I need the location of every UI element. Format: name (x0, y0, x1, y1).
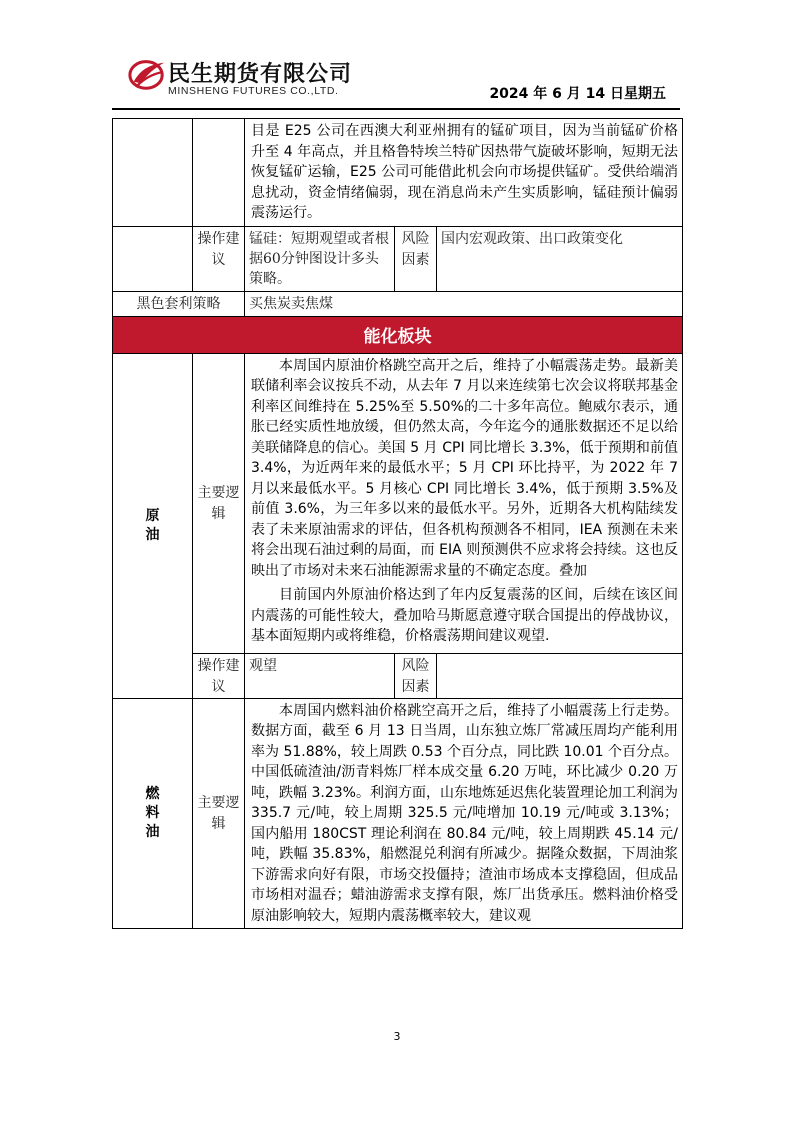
operation-label: 操作建议 (197, 657, 240, 695)
company-logo (128, 55, 368, 103)
fuel-oil-name-cell (113, 698, 193, 929)
header-rule (112, 108, 680, 110)
crude-op-label-cell (193, 653, 245, 698)
report-table (112, 118, 683, 929)
black-arbitrage-label: 黑色套利策略 (136, 295, 221, 312)
manganese-logic-label-cell (193, 119, 245, 227)
manganese-op-label-cell (193, 226, 245, 291)
fuel-oil-name: 燃料油 (145, 785, 160, 840)
crude-logic-cell (245, 353, 683, 653)
manganese-logic-cell (245, 119, 683, 227)
company-name-cn: 民生期货有限公司 (168, 62, 353, 87)
manganese-name-cell-2 (113, 226, 193, 291)
crude-op-cell (245, 653, 395, 698)
black-arbitrage-row (113, 291, 683, 316)
crude-logic-para-2: 目前国内外原油价格达到了年内反复震荡的区间，后续在该区间内震荡的可能性较大，叠加哈马斯愿意遵守联合国提出的停战协议，基本面短期内或将维稳，价格震荡期间建议观望. (251, 587, 679, 644)
risk-text (437, 654, 682, 658)
crude-operation-row (113, 653, 683, 698)
manganese-op-cell (245, 226, 395, 291)
section-title: 能化板块 (113, 316, 683, 353)
fuel-oil-logic-label-cell (193, 698, 245, 929)
section-header-row (113, 316, 683, 353)
operation-label: 操作建议 (197, 230, 240, 268)
manganese-risk-cell (437, 226, 683, 291)
page-number: 3 (393, 1030, 401, 1043)
manganese-logic-text: 目是 E25 公司在西澳大利亚州拥有的锰矿项目，因为当前锰矿价格升至 4 年高点，并且格鲁特埃兰特矿因热带气旋破坏影响，短期无法恢复锰矿运输，E25 公司可能借此机会向市场提供锰矿。受供给端消息扰动，资金情绪偏弱，现在消息尚未产生实质影响，锰硅预计偏弱震荡运行。 (251, 123, 679, 221)
crude-logic-label-cell (193, 353, 245, 653)
crude-logic-row (113, 353, 683, 653)
risk-label: 风险因素 (401, 657, 430, 695)
black-arbitrage-label-cell (113, 291, 245, 316)
report-date: 2024 年 6 月 14 日星期五 (489, 86, 666, 102)
logic-label: 主要逻辑 (197, 795, 240, 833)
fuel-oil-logic-row (113, 698, 683, 929)
crude-name-cell (113, 353, 193, 698)
risk-text: 国内宏观政策、出口政策变化 (441, 230, 623, 247)
crude-logic-para-1: 本周国内原油价格跳空高开之后，维持了小幅震荡走势。最新美联储利率会议按兵不动，从去年 7 月以来连续第七次会议将联邦基金利率区间维持在 5.25%至 5.50%的二十多年高位。鲍威尔表示，通胀已经实质性地放缓，但仍然太高，今年迄今的通胀数据还不足以给美联储降息的信心。美国 5 月 CPI 同比增长 3.3%，低于预期和前值 3.4%，为近两年来的最低水平；5 月 CPI 环比持平，为 2022 年 7 月以来最低水平。5 月核心 CPI 同比增长 3.4%，低于预期 3.5%及前值 3.6%，为三年多以来的最低水平。另外，近期各大机构陆续发表了未来原油需求的评估，但各机构预测各不相同，IEA 预测在未来将会出现石油过剩的局面，而 EIA 则预测供不应求将会持续。这也反映出了市场对未来石油能源需求量的不确定态度。叠加 (251, 357, 679, 579)
manganese-operation-row (113, 226, 683, 291)
crude-name: 原油 (145, 507, 160, 543)
operation-text: 锰硅：短期观望或者根据60分钟图设计多头策略。 (249, 230, 389, 287)
manganese-name-cell (113, 119, 193, 227)
black-arbitrage-cell (245, 291, 683, 316)
operation-text: 观望 (249, 657, 277, 674)
risk-label: 风险因素 (401, 230, 430, 268)
fuel-oil-logic-cell (245, 698, 683, 929)
black-arbitrage-text: 买焦炭卖焦煤 (249, 295, 333, 312)
company-name-en: MINSHENG FUTURES CO.,LTD. (168, 85, 339, 97)
page-header (0, 0, 794, 110)
minsheng-logo-icon (128, 55, 166, 93)
logic-label: 主要逻辑 (197, 485, 240, 522)
crude-risk-label-cell (395, 653, 437, 698)
manganese-risk-label-cell (395, 226, 437, 291)
crude-risk-cell (437, 653, 683, 698)
fuel-oil-logic-para-1: 本周国内燃料油价格跳空高开之后，维持了小幅震荡上行走势。数据方面，截至 6 月 13 日当周，山东独立炼厂常减压周均产能利用率为 51.88%，较上周跌 0.53 个百分点，同比跌 10.01 个百分点。中国低硫渣油/沥青料炼厂样本成交量 6.20 万吨，环比减少 0.20 万吨，跌幅 3.23%。利润方面，山东地炼延迟焦化装置理论加工利润为 335.7 元/吨，较上周期 325.5 元/吨增加 10.19 元/吨或 3.13%；国内船用 180CST 理论利润在 80.84 元/吨，较上周期跌 45.14 元/吨，跌幅 35.83%，船燃混兑利润有所减少。据隆众数据，下周油浆下游需求向好有限，市场交投僵持；渣油市场成本支撑稳固，但成品市场相对温吞；蜡油游需求支撑有限，炼厂出货承压。燃料油价格受原油影响较大，短期内震荡概率较大，建议观 (251, 702, 679, 924)
manganese-logic-row (113, 119, 683, 227)
